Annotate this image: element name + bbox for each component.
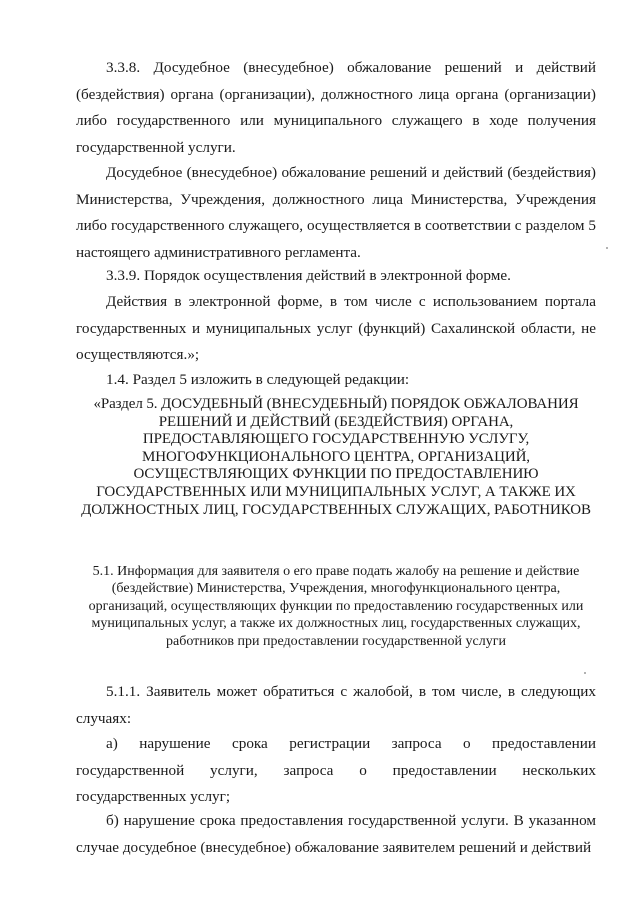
paragraph-3-3-9: 3.3.9. Порядок осуществления действий в электронной форме. bbox=[106, 267, 511, 284]
paragraph-item-a: а) нарушение срока регистрации запроса о предоставлении государственной услуги, запроса о предоставлении нескольких государственных услуг; bbox=[76, 735, 596, 805]
scan-speck bbox=[606, 247, 608, 249]
paragraph-appeal-procedure: Досудебное (внесудебное) обжалование решений и действий (бездействия) Министерства, Учреждения, должностного лица Министерства, Учреждения либо государственного служащего, осуществляется в соответствии с разделом 5 настоящего административного регламента. bbox=[76, 164, 596, 261]
scan-speck bbox=[584, 672, 586, 674]
section-5-heading: «Раздел 5. ДОСУДЕБНЫЙ (ВНЕСУДЕБНЫЙ) ПОРЯДОК ОБЖАЛОВАНИЯ РЕШЕНИЙ И ДЕЙСТВИЙ (БЕЗДЕЙСТВИЯ) ОРГАНА, ПРЕДОСТАВЛЯЮЩЕГО ГОСУДАРСТВЕННУЮ УСЛУГУ, МНОГОФУНКЦИОНАЛЬНОГО ЦЕНТРА, ОРГАНИЗАЦИЙ, ОСУЩЕСТВЛЯЮЩИХ ФУНКЦИИ ПО ПРЕДОСТАВЛЕНИЮ ГОСУДАРСТВЕННЫХ ИЛИ МУНИЦИПАЛЬНЫХ УСЛУГ, А ТАКЖЕ ИХ ДОЛЖНОСТНЫХ ЛИЦ, ГОСУДАРСТВЕННЫХ СЛУЖАЩИХ, РАБОТНИКОВ bbox=[81, 396, 591, 518]
paragraph-1-4: 1.4. Раздел 5 изложить в следующей редакции: bbox=[106, 371, 410, 388]
paragraph-3-3-8: 3.3.8. Досудебное (внесудебное) обжалование решений и действий (бездействия) органа (организации), должностного лица органа (организации) либо государственного или муниципального служащего в ходе получения государственной услуги. bbox=[76, 59, 596, 156]
subsection-5-1-heading: 5.1. Информация для заявителя о его праве подать жалобу на решение и действие (бездействие) Министерства, Учреждения, многофункционального центра, организаций, осуществляющих функции по предоставлению государственных или муниципальных услуг, а также их должностных лиц, государственных служащих, работников при предоставлении государственной услуги bbox=[88, 564, 584, 649]
paragraph-electronic-actions: Действия в электронной форме, в том числе с использованием портала государственных и муниципальных услуг (функций) Сахалинской области, не осуществляются.»; bbox=[76, 293, 596, 363]
paragraph-item-b: б) нарушение срока предоставления государственной услуги. В указанном случае досудебное (внесудебное) обжалование заявителем решений и действий bbox=[76, 812, 596, 856]
paragraph-5-1-1: 5.1.1. Заявитель может обратиться с жалобой, в том числе, в следующих случаях: bbox=[76, 683, 596, 727]
